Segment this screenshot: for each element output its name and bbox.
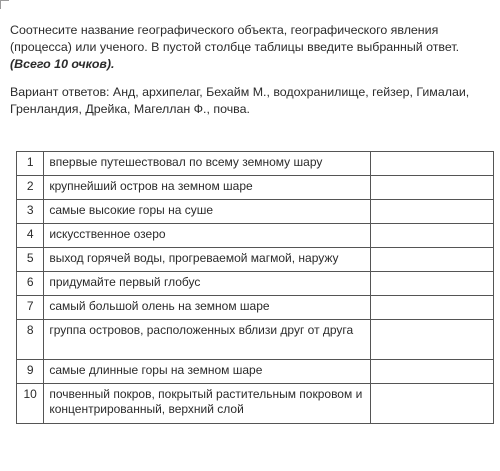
answer-cell[interactable] [371, 248, 494, 272]
row-number: 2 [17, 176, 44, 200]
row-number: 7 [17, 296, 44, 320]
matching-table [16, 151, 494, 424]
table-row [17, 360, 494, 384]
crop-corner-mark [0, 0, 9, 9]
row-number: 8 [17, 320, 44, 360]
row-number: 4 [17, 224, 44, 248]
row-description: придумайте первый глобус [44, 272, 371, 296]
table-row [17, 248, 494, 272]
answer-cell[interactable] [371, 296, 494, 320]
answer-cell[interactable] [371, 272, 494, 296]
task-line-2: (процесса) или ученого. В пустой столбце таблицы введите выбранный ответ. [10, 40, 460, 54]
row-description: крупнейший остров на земном шаре [44, 176, 371, 200]
task-instructions [10, 22, 492, 73]
row-description: самый большой олень на земном шаре [44, 296, 371, 320]
task-score: (Всего 10 очков). [10, 57, 115, 71]
row-description: самые длинные горы на земном шаре [44, 360, 371, 384]
row-description: почвенный покров, покрытый растительным покровом и концентрированный, верхний слой [44, 384, 371, 424]
answer-cell[interactable] [371, 320, 494, 360]
answer-cell[interactable] [371, 152, 494, 176]
answer-cell[interactable] [371, 200, 494, 224]
table-row [17, 224, 494, 248]
table-row [17, 384, 494, 424]
task-line-1: Соотнесите название географического объекта, географического явления [10, 23, 439, 37]
table-row [17, 200, 494, 224]
row-description: искусственное озеро [44, 224, 371, 248]
row-number: 1 [17, 152, 44, 176]
table-row [17, 272, 494, 296]
answer-cell[interactable] [371, 224, 494, 248]
row-number: 5 [17, 248, 44, 272]
table-row [17, 320, 494, 360]
row-number: 10 [17, 384, 44, 424]
table-row [17, 152, 494, 176]
row-number: 9 [17, 360, 44, 384]
row-description: группа островов, расположенных вблизи друг от друга [44, 320, 371, 360]
row-number: 3 [17, 200, 44, 224]
table-row [17, 296, 494, 320]
row-number: 6 [17, 272, 44, 296]
answer-options: Вариант ответов: Анд, архипелаг, Бехайм М., водохранилище, гейзер, Гималаи, Гренландия, Дрейка, Магеллан Ф., почва. [10, 85, 470, 116]
table-row [17, 176, 494, 200]
answer-cell[interactable] [371, 360, 494, 384]
answer-cell[interactable] [371, 384, 494, 424]
row-description: впервые путешествовал по всему земному шару [44, 152, 371, 176]
answer-cell[interactable] [371, 176, 494, 200]
row-description: самые высокие горы на суше [44, 200, 371, 224]
row-description: выход горячей воды, прогреваемой магмой, наружу [44, 248, 371, 272]
